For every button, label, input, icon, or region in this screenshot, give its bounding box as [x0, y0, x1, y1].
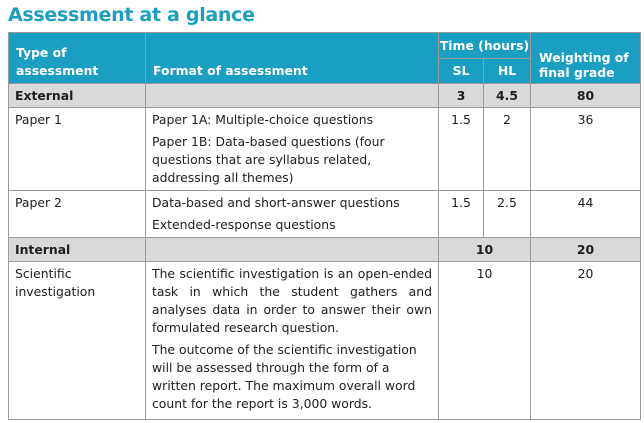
external-hl: 4.5: [484, 84, 531, 108]
scientific-investigation-row: [9, 262, 641, 420]
paper2-format: [146, 191, 439, 238]
paper2-format-2: Extended-response questions: [152, 217, 336, 232]
external-row: [9, 84, 641, 108]
paper2-sl: 1.5: [439, 191, 484, 238]
paper1-label: Paper 1: [9, 108, 146, 191]
header-weighting: Weighting of final grade: [531, 33, 641, 84]
paper2-hl: 2.5: [484, 191, 531, 238]
internal-label: Internal: [9, 238, 146, 262]
external-format-empty: [146, 84, 439, 108]
header-sl: SL: [439, 59, 484, 84]
paper1-hl: 2: [484, 108, 531, 191]
external-label: External: [9, 84, 146, 108]
header-hl: HL: [484, 59, 531, 84]
external-sl: 3: [439, 84, 484, 108]
internal-format-empty: [146, 238, 439, 262]
paper1-format-1: Paper 1A: Multiple-choice questions: [152, 112, 374, 127]
header-row-top: [9, 33, 641, 59]
scientific-weight: 20: [531, 262, 641, 420]
paper1-format: [146, 108, 439, 191]
scientific-format-1: The scientific investigation is an open-ended task in which the student gathers and analyses data in order to answer their own formulated research question.: [152, 266, 432, 335]
external-weight: 80: [531, 84, 641, 108]
paper2-format-1: Data-based and short-answer questions: [152, 195, 400, 210]
paper1-row: [9, 108, 641, 191]
assessment-table: [8, 32, 641, 420]
paper1-sl: 1.5: [439, 108, 484, 191]
header-time-hours: Time (hours): [439, 33, 531, 59]
paper2-label: Paper 2: [9, 191, 146, 238]
internal-time: 10: [439, 238, 531, 262]
page-title: Assessment at a glance: [8, 4, 255, 26]
paper2-weight: 44: [531, 191, 641, 238]
scientific-format: [146, 262, 439, 420]
header-format-of-assessment: Format of assessment: [146, 33, 439, 84]
scientific-format-2: The outcome of the scientific investigation will be assessed through the form of a written report. The maximum overall word count for the report is 3,000 words.: [152, 342, 417, 411]
internal-row: [9, 238, 641, 262]
internal-weight: 20: [531, 238, 641, 262]
scientific-label: Scientific investigation: [9, 262, 146, 420]
paper2-row: [9, 191, 641, 238]
paper1-weight: 36: [531, 108, 641, 191]
header-type-of-assessment: Type of assessment: [9, 33, 146, 84]
paper1-format-2: Paper 1B: Data-based questions (four questions that are syllabus related, addressing all themes): [152, 134, 385, 185]
scientific-time: 10: [439, 262, 531, 420]
